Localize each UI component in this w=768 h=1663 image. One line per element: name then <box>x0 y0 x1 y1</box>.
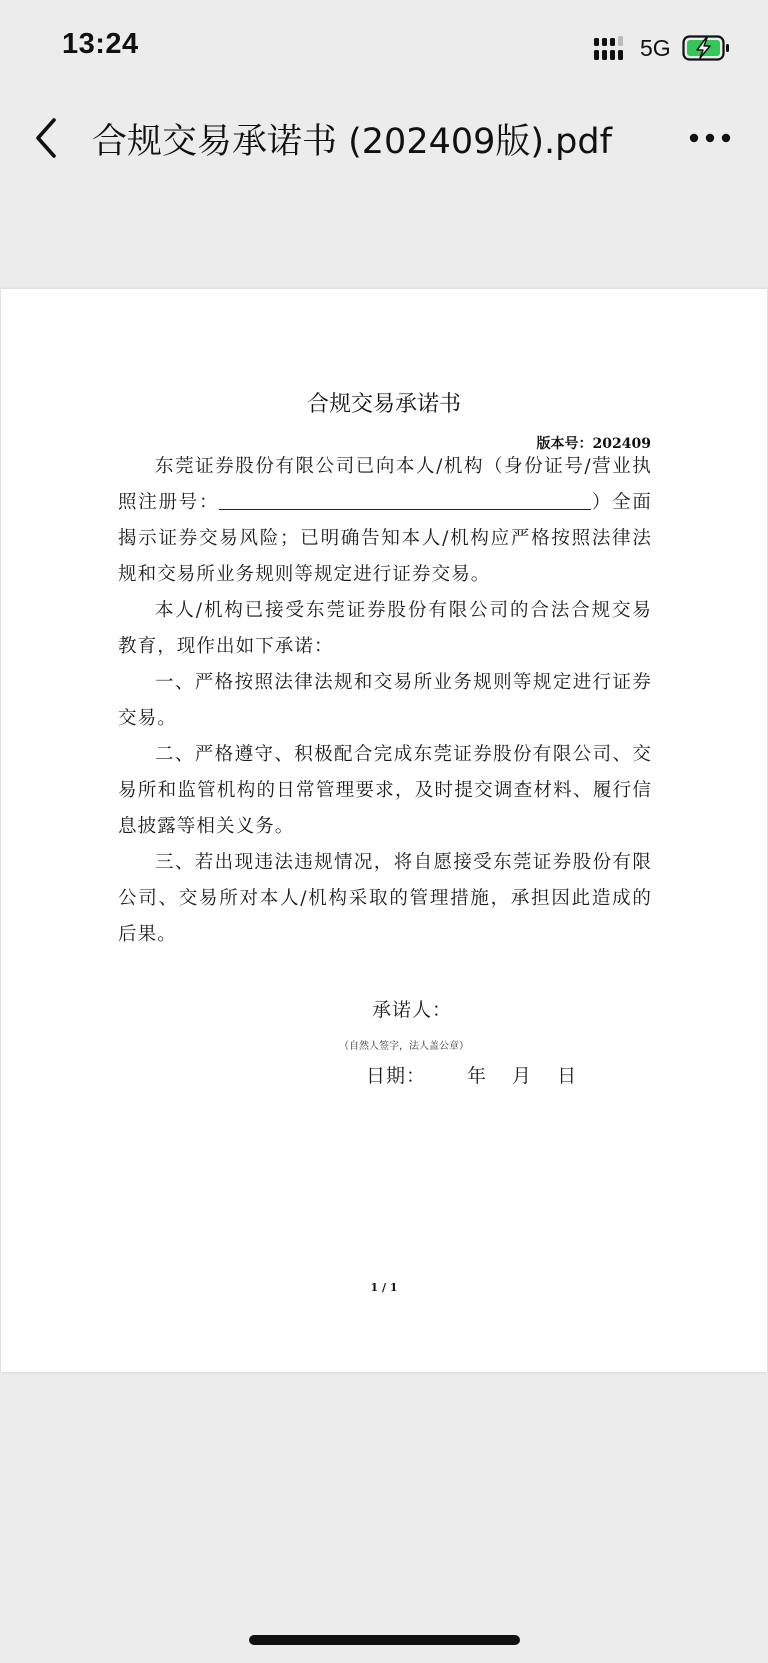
document-body <box>118 449 652 953</box>
status-bar <box>0 0 768 100</box>
signature-note: （自然人签字，法人盖公章） <box>339 1041 469 1052</box>
nav-bar <box>0 100 768 176</box>
paragraph-disclosure-suffix: ）全面揭示证券交易风险；已明确告知本人/机构应严格按照法律法规和交易所业务规则等规定进行证券交易。 <box>118 492 652 585</box>
paragraph-disclosure <box>118 449 652 593</box>
id-number-blank <box>219 489 591 510</box>
status-time: 13:24 <box>62 28 139 60</box>
battery-charging-icon <box>682 34 730 62</box>
network-label: 5G <box>640 35 671 61</box>
document-heading: 合规交易承诺书 <box>306 392 461 417</box>
pledger-label: 承诺人： <box>372 999 453 1021</box>
pledge-item-2: 二、严格遵守、积极配合完成东莞证券股份有限公司、交易所和监管机构的日常管理要求，及时提交调查材料、履行信息披露等相关义务。 <box>118 744 652 837</box>
paragraph-education: 本人/机构已接受东莞证券股份有限公司的合法合规交易教育，现作出如下承诺： <box>118 600 652 657</box>
pdf-page[interactable] <box>1 289 767 1372</box>
pledge-item-3: 三、若出现违法违规情况，将自愿接受东莞证券股份有限公司、交易所对本人/机构采取的管理措施，承担因此造成的后果。 <box>118 852 652 945</box>
pledge-item-1: 一、严格按照法律法规和交易所业务规则等规定进行证券交易。 <box>118 672 652 729</box>
document-version: 版本号：202409 <box>536 436 651 452</box>
paragraph-disclosure-prefix: 东莞证券股份有限公司已向本人/机构（身份证号/营业执照注册号： <box>118 456 652 513</box>
home-indicator[interactable] <box>249 1635 520 1645</box>
chevron-left-icon[interactable] <box>30 116 62 160</box>
date-label: 日期： <box>366 1065 427 1087</box>
document-file-title: 合规交易承诺书 (202409版).pdf <box>92 122 612 162</box>
more-horizontal-icon[interactable] <box>688 128 732 148</box>
page-number: 1 / 1 <box>370 1281 398 1294</box>
date-fields: 年 月 日 <box>467 1065 577 1087</box>
signal-icon <box>594 36 630 62</box>
